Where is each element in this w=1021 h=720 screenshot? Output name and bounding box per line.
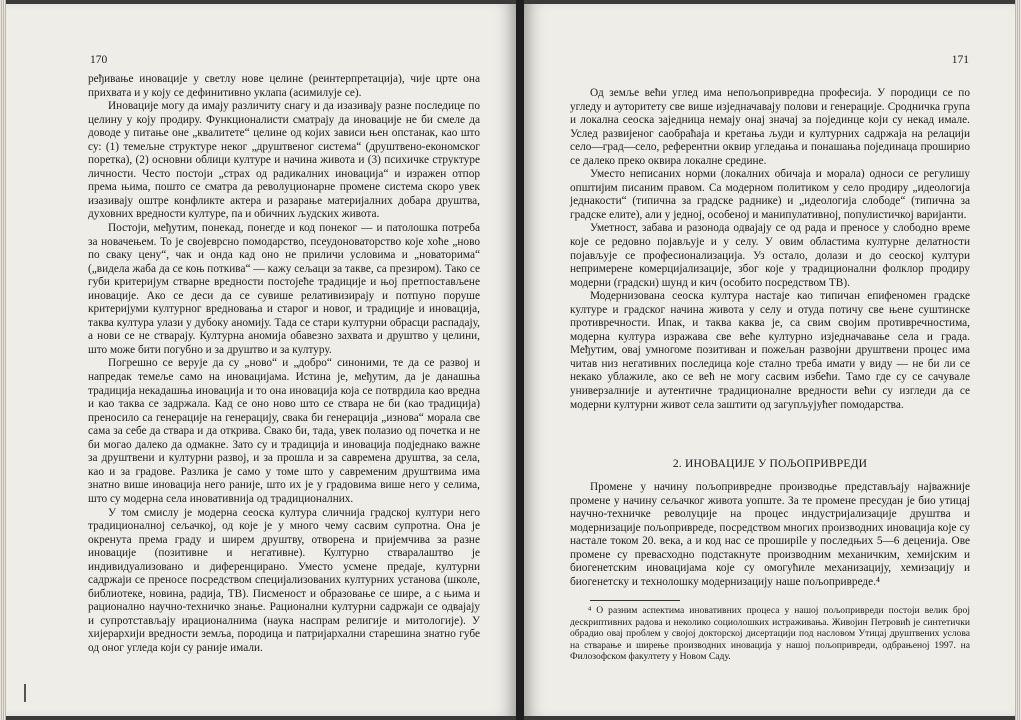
page-number: 170 — [90, 54, 108, 66]
paragraph: ређивање иновације у светлу нове целине (реинтерпретација), чије црте она прихвата и у коју се дефинитивно уклапа (асимилује се). — [88, 73, 480, 99]
margin-mark — [24, 684, 26, 702]
section-heading: 2. ИНОВАЦИЈЕ У ПОЉОПРИВРЕДИ — [672, 458, 868, 470]
page-number: 171 — [951, 54, 969, 66]
book-gutter — [516, 0, 524, 720]
paragraph: Иновације могу да имају различиту снагу и да изазивају разне последице по целину у коју продиру. Функционалисти сматрају да иновације не би смеле да доводе у питање оне „квалитете“ целине од којих зависи њен опстанак, као што су: (1) темељне структуре неког „друштвеног система“ (друштвено-економског поретка), (2) основни облици културе и начина живота и (3) психичке структуре личности. Често постоји „страх од радикалних иновација“ и изражен отпор према њима, пошто се сматра да револуционарне промене система скоро увек изазивају оштре конфликте актера и разарање материјалних добара друштва, духовних вредности културе, па и обичних људских живота. — [88, 100, 480, 221]
right-page — [524, 4, 1015, 716]
paragraph: Постоји, међутим, понекад, понегде и код понеког — и патолошка потреба за новачењем. То је својеврсно помодарство, псеудоноваторство које хоће „ново по сваку цену“, чак и онда кад оно не приличи условима и „новаторима“ („видела жаба да се коњ поткива“ — кажу сељаци за такве, са презиром). Тако се губи критеријум стварне вредности постојеће традиције и њој претпостављене иновације. Ако се деси да се сувише релативизирају и потпуно порушe критеријуми културног вредновања и старог и новог, и традиције и иновација, таква култура улази у дубоку аномију. Тада се стари културни обрасци распадају, а нови се не стварају. Културна аномија обавезно захвата и друштво у целини, што може бити погубно и за друштво и за културу. — [88, 222, 480, 356]
left-page — [6, 4, 516, 716]
paragraph: У том смислу је модерна сеоска култура сличнија градској култури него традиционалној сељачкој, од које је у много чему сасвим супротна. Она је окренута према граду и ширем друштву, отворена и пријемчива за разне иновације (позитивне и негативне). Културно стваралаштво је индивидуализовано и диференцирано. Уместо усмене предаје, културни садржаји се преносе посредством специјализованих културних установа (школе, библиотеке, новина, радија, ТВ). Писменост и образовање се шире, а с њима и рационално научно-техничко знање. Рационални културни садржаји се одвајају и супротстављају ирационалнима (наука наспрам религије и митологије). У хијерархији вредности земља, породица и патријархални старешина знатно губе од оног угледа који су раније имали. — [88, 506, 480, 654]
footnote-rule — [590, 600, 680, 601]
body-text — [570, 87, 970, 412]
page-edges-right — [1015, 0, 1021, 720]
paragraph: Модернизована сеоска култура настаје као типичан епифеномен градске културе и градског начина живота у селу и отуда потичу све њене суштинске противречности. Ипак, и таква каква је, са свим својим противречностима, модерна култура изражава све веће културно изједначавање села и града. Међутим, овај умногоме позитиван и пожељан развојни друштвени процес има читав низ негативних последица које стално треба имати у виду — не би ли се некако ублажиле, ако се већ не могу сасвим избећи. Тамо где су се сачувале универзалније и аутентичне традиционалне вредности већи су изгледи да се модерни културни живот села заштити од загупљујућег помодарства. — [570, 290, 970, 411]
paragraph: Уместо неписаних норми (локалних обичаја и морала) односи се регулишу општијим писаним правом. Са модерном политиком у село продиру „идеологија једнакости“ (типична за градске раднике) и „идеологија слободе“ (типична за градске елите), али у једној, особеној и манипулативној, популистичкој варијанти. — [570, 168, 970, 221]
body-text — [88, 73, 480, 656]
paragraph: Промене у начину пољопривредне производње представљају најважније промене у начину сељачког живота уопште. За те промене пресудан је био утицај научно-техничке револуције на процес индустријализације друштва и модернизације пољопривреде, посредством многих производних иновација које су настале током 20. века, а и код нас се проширile у последњих 5—6 деценија. Ове промене су превасходно подстакнуте производним механичким, хемијским и биогенетским иновацијама које су омогућиле механизацију, хемизацију и биогенетску и технолошку модернизацију наше пољопривреде.⁴ — [570, 481, 970, 588]
paragraph: Погрешно се верује да су „ново“ и „добро“ синоними, те да се развој и напредак темеље само на иновацијама. Истина је, међутим, да је данашња традиција некадашња иновација и то она иновација која се потврдила као вредна и као таква се задржала. Кад се оно ново што се ствара не би (као традиција) преносило са генерације на генерацију, свака би генерација „изнова“ морала све сама за себе да ствара и да открива. Свако би, тада, увек полазио од почетка и не би могао далеко да одмакне. Зато су и традиција и иновација подједнако важне за друштвени и културни развој, и за прошла и за савремена друштва, за села, као и за градове. Разлика је само у томе што у савременим друштвима има знатно више иновација него раније, што их је у градовима више него у селима, што су модерна села иновативнија од традиционалних. — [88, 357, 480, 505]
body-text — [570, 481, 970, 589]
paragraph: Од земље већи углед има непољопривредна професија. У породици се по угледу и ауторитету све више изједначавају полови и генерације. Сродничка група и локална сеоска заједница немају онај значај за појединце који су некад имале. Услед развијеног саобраћаја и кретања људи и културних садржаја на релацији село—град—село, референтни оквир угледања и понашања појединаца проширио се далеко преко оквира локалне средине. — [570, 87, 970, 167]
footnote-text: ⁴ О разним аспектима иновативних процеса у нашој пољопривреди постоји велик број дескриптивних радова и неколико социолошких истраживања. Живојин Петровић је синтетички обрадио овај проблем у својој докторској дисертацији под насловом Утицај друштвених услова на стварање и ширење производних иновација у нашој пољопривреди, одбрањеној 1997. на Филозофском факултету у Новом Саду. — [570, 605, 970, 663]
paragraph: Уметност, забава и разонода одвајају се од рада и преносе у слободно време које се редовно појављује и у селу. У овим областима културне делатности појављује се професионализација. Уз остало, долази и до сеоској култури непримерене комерцијализације, због које у традиционални фолклор продиру модерни (градски) шунд и кич (особито посредством ТВ). — [570, 222, 970, 289]
footnote — [570, 605, 970, 663]
